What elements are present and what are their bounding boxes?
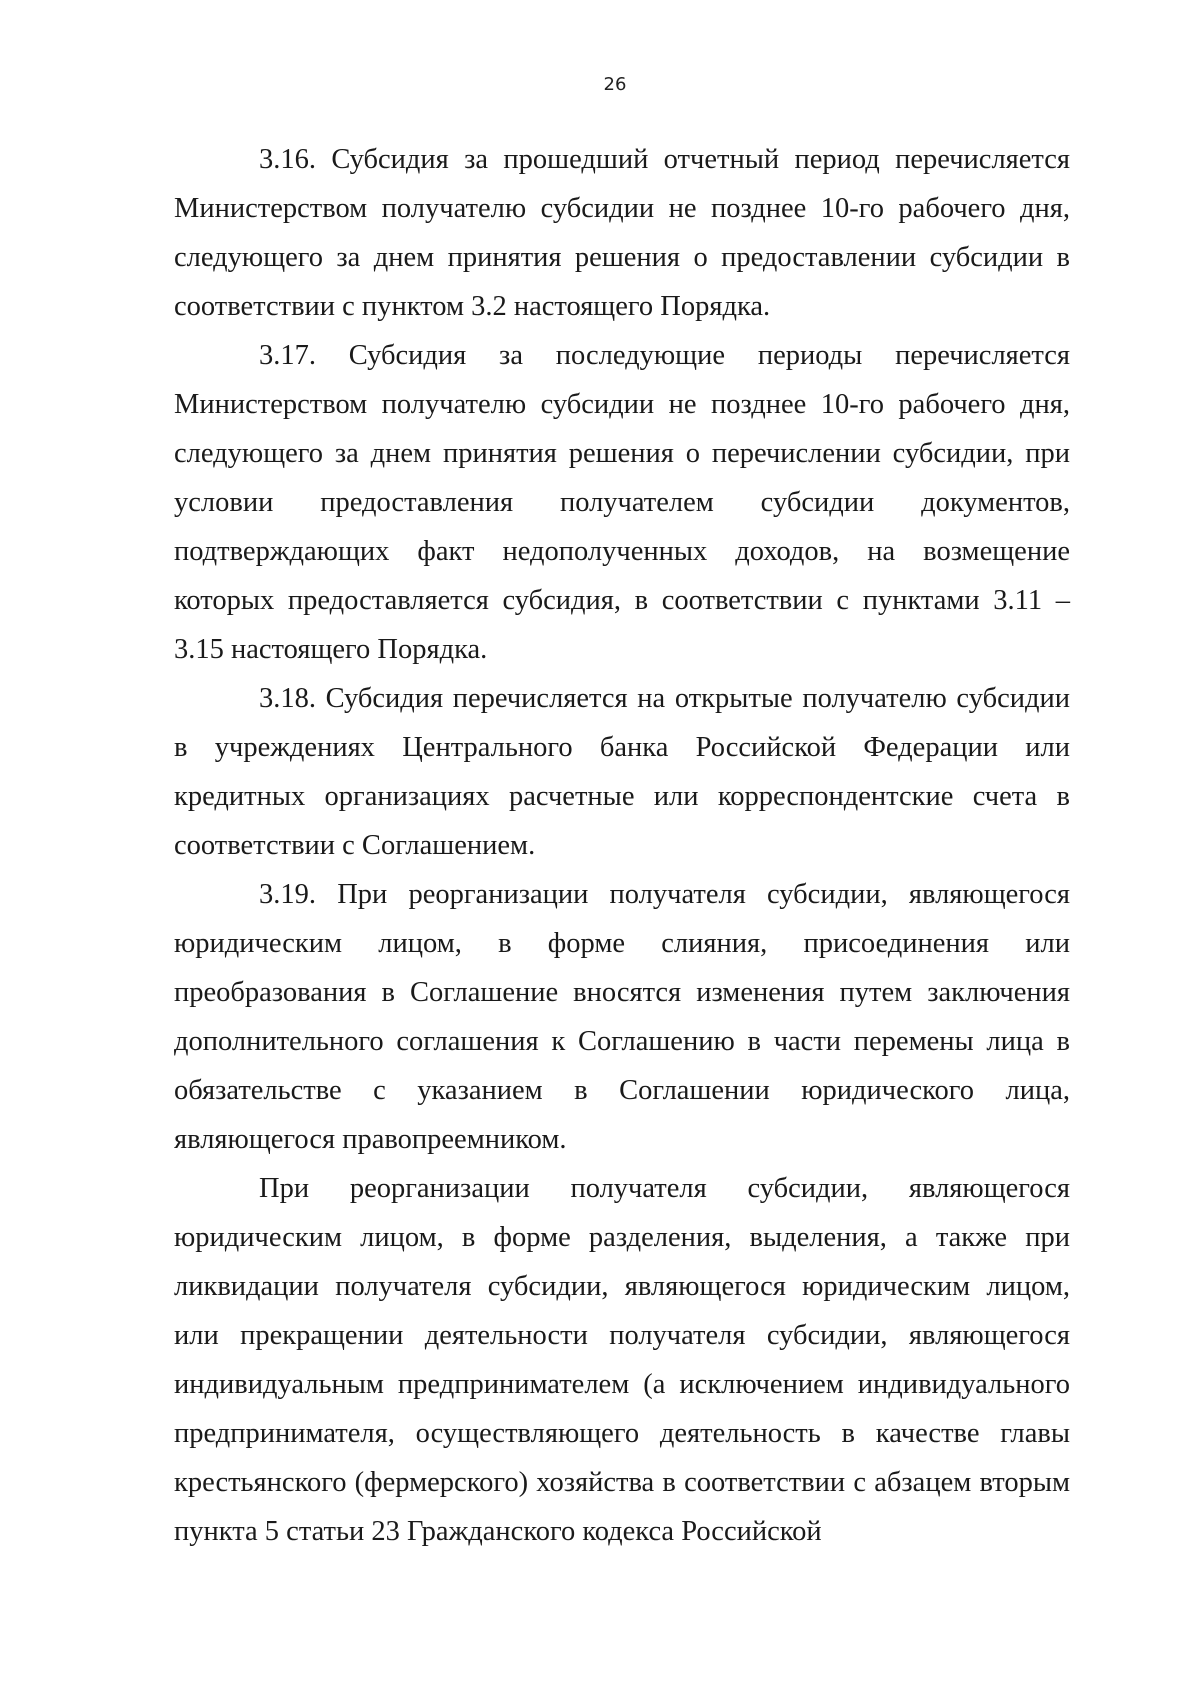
- paragraph-3-18: 3.18. Субсидия перечисляется на открытые получателю субсидии в учреждениях Центрального банка Российской Федерации или кредитных организациях расчетные или корреспондентские счета в соответствии с Соглашением.: [174, 683, 1070, 861]
- paragraph-3-17: 3.17. Субсидия за последующие периоды перечисляется Министерством получателю субсидии не позднее 10-го рабочего дня, следующего за днем принятия решения о перечислении субсидии, при условии предоставления получателем субсидии документов, подтверждающих факт недополученных доходов, на возмещение которых предоставляется субсидия, в соответствии с пунктами 3.11 – 3.15 настоящего Порядка.: [174, 340, 1070, 665]
- document-body: [174, 135, 1070, 1556]
- page-number: 26: [603, 74, 627, 95]
- paragraph-3-16: 3.16. Субсидия за прошедший отчетный период перечисляется Министерством получателю субсидии не позднее 10-го рабочего дня, следующего за днем принятия решения о предоставлении субсидии в соответствии с пунктом 3.2 настоящего Порядка.: [174, 144, 1070, 322]
- paragraph-3-19: 3.19. При реорганизации получателя субсидии, являющегося юридическим лицом, в форме слияния, присоединения или преобразования в Соглашение вносятся изменения путем заключения дополнительного соглашения к Соглашению в части перемены лица в обязательстве с указанием в Соглашении юридического лица, являющегося правопреемником.: [174, 879, 1070, 1155]
- paragraph-reorganization: При реорганизации получателя субсидии, являющегося юридическим лицом, в форме разделения, выделения, а также при ликвидации получателя субсидии, являющегося юридическим лицом, или прекращении деятельности получателя субсидии, являющегося индивидуальным предпринимателем (а исключением индивидуального предпринимателя, осуществляющего деятельность в качестве главы крестьянского (фермерского) хозяйства в соответствии с абзацем вторым пункта 5 статьи 23 Гражданского кодекса Российской: [174, 1173, 1070, 1547]
